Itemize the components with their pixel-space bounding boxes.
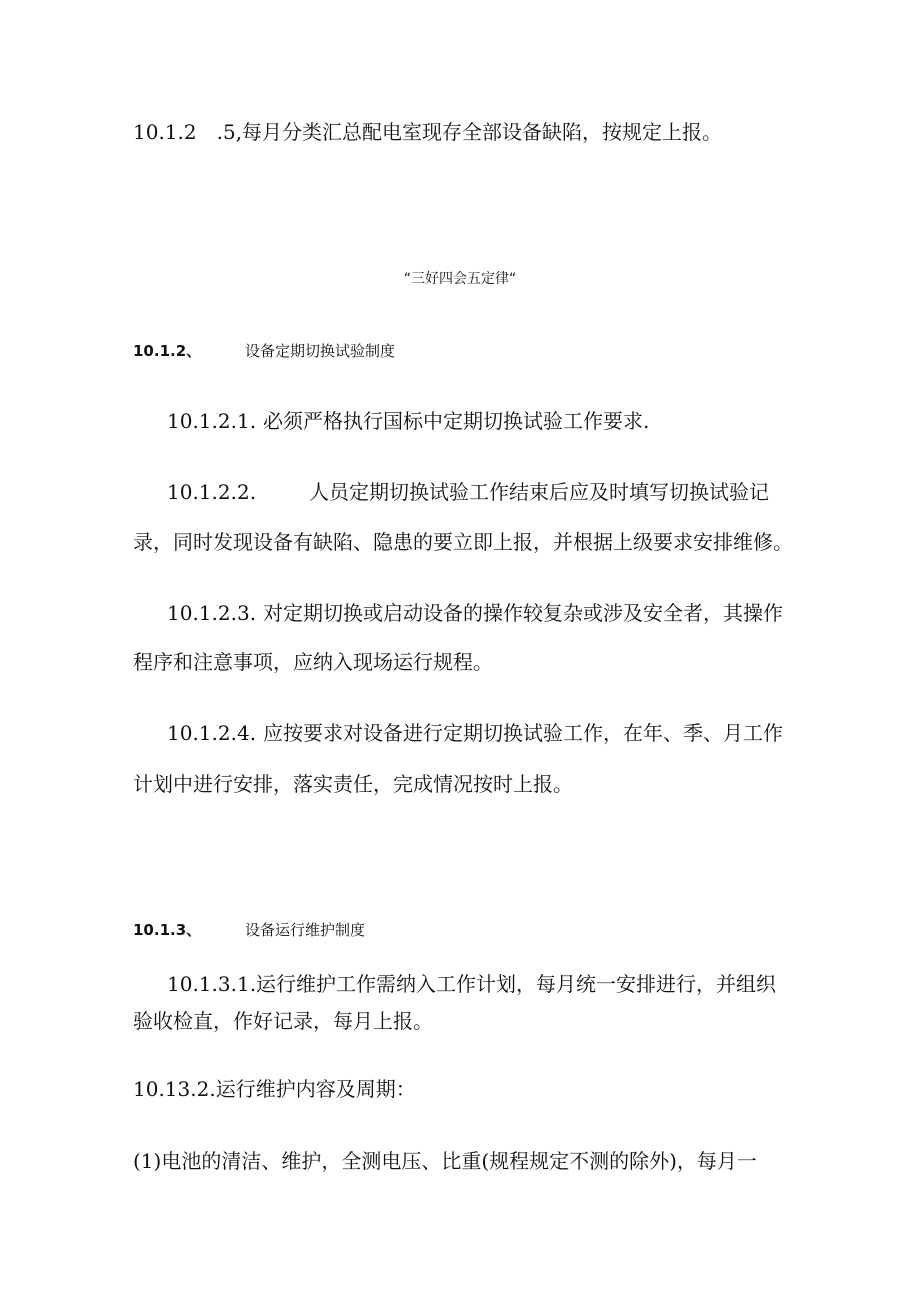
item-text: 对定期切换或启动设备的操作较复杂或涉及安全者，其操作 xyxy=(263,601,783,625)
item-10-1-3-1-line-2: 验收检直，作好记录，每月上报。 xyxy=(133,1009,433,1033)
item-10-1-2-2-line-2: 录，同时发现设备有缺陷、隐患的要立即上报，并根据上级要求安排维修。 xyxy=(133,530,793,554)
section-number: 10.1.2、 xyxy=(133,342,202,360)
section-heading-10-1-2 xyxy=(133,341,396,361)
item-number: 10.1.2.1. xyxy=(167,409,257,433)
center-note: “三好四会五定律“ xyxy=(403,271,517,287)
item-number: 10.1.2.2. xyxy=(167,480,257,504)
section-title: 设备定期切换试验制度 xyxy=(245,342,396,360)
item-10-1-2-4-line-2: 计划中进行安排，落实责任，完成情况按时上报。 xyxy=(133,772,573,796)
item-text: 应按要求对设备进行定期切换试验工作，在年、季、月工作 xyxy=(263,721,783,745)
item-10-1-2-4-line-1 xyxy=(167,721,783,745)
section-heading-10-1-3 xyxy=(133,920,366,940)
item-10-1-2-1-line-1 xyxy=(167,409,649,433)
item-text: 人员定期切换试验工作结束后应及时填写切换试验记 xyxy=(309,480,769,504)
item-10-1-3-1-line-1: 10.1.3.1.运行维护工作需纳入工作计划，每月统一安排进行，并组织 xyxy=(167,972,777,996)
item-number: 10.1.2.4. xyxy=(167,721,257,745)
item-10-13-2: 10.13.2.运行维护内容及周期： xyxy=(133,1077,416,1101)
section-title: 设备运行维护制度 xyxy=(245,921,366,939)
section-number: 10.1.3、 xyxy=(133,921,202,939)
item-1-battery: (1)电池的清洁、维护，全测电压、比重(规程规定不测的除外)，每月一 xyxy=(133,1149,757,1173)
item-10-1-2-3-line-1 xyxy=(167,601,783,625)
item-number: 10.1.2.3. xyxy=(167,601,257,625)
item-10-1-2-3-line-2: 程序和注意事项，应纳入现场运行规程。 xyxy=(133,650,493,674)
item-text: 必须严格执行国标中定期切换试验工作要求. xyxy=(263,409,650,433)
item-10-1-2-2-line-1 xyxy=(167,480,769,504)
paragraph-10-1-2-5: 10.1.2 .5,每月分类汇总配电室现存全部设备缺陷，按规定上报。 xyxy=(133,120,723,144)
